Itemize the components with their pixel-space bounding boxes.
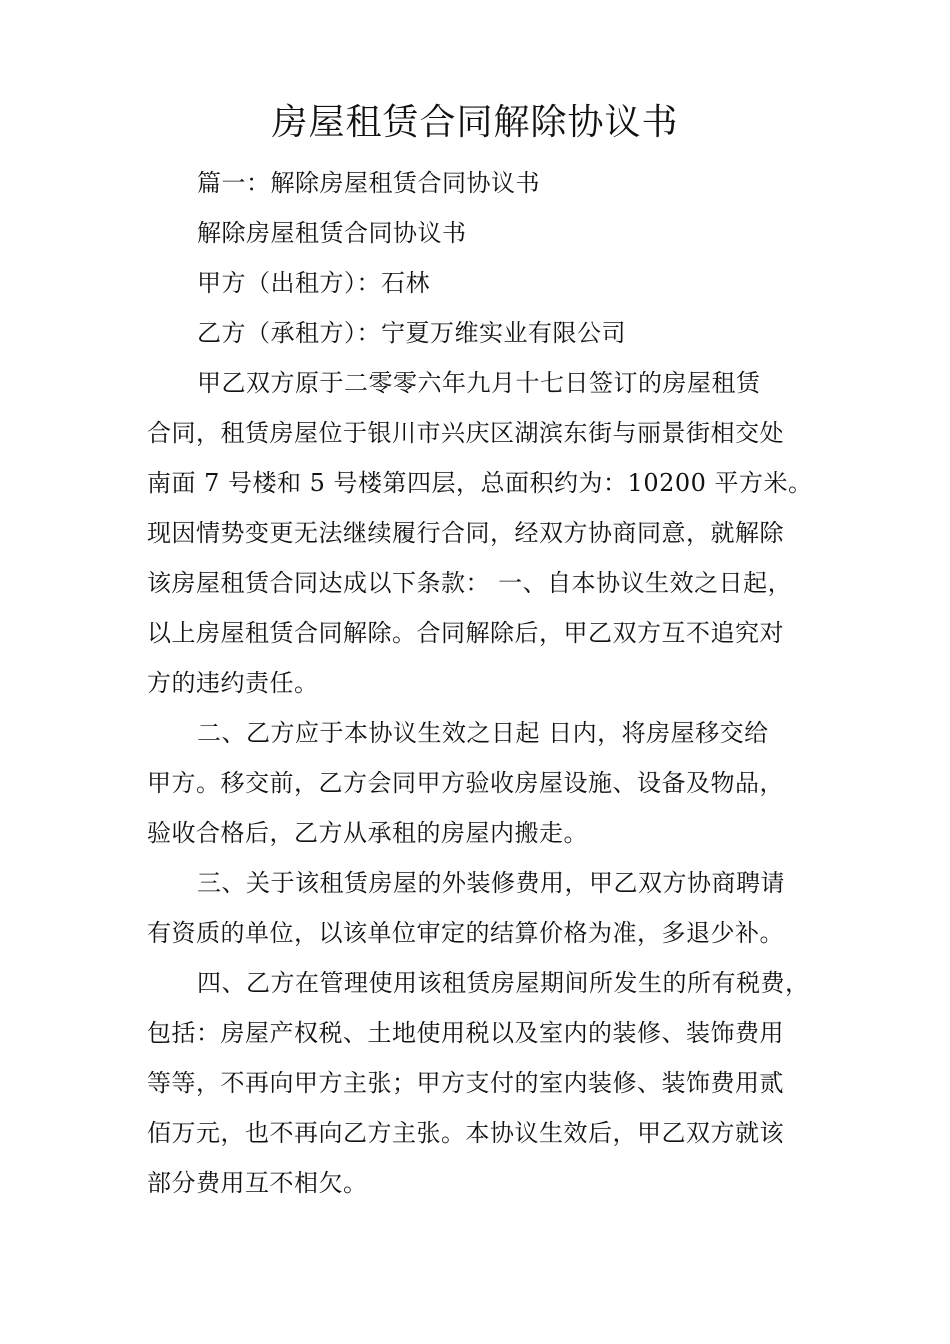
paragraph-line: 以上房屋租赁合同解除。合同解除后，甲乙双方互不追究对 bbox=[147, 619, 784, 647]
clause-4-line: 包括：房屋产权税、土地使用税以及室内的装修、装饰费用 bbox=[147, 1019, 784, 1047]
paragraph-line: 方的违约责任。 bbox=[147, 669, 319, 697]
paragraph-line: 甲乙双方原于二零零六年九月十七日签订的房屋租赁 bbox=[197, 369, 761, 397]
paragraph-line: 南面 7 号楼和 5 号楼第四层，总面积约为：10200 平方米。 bbox=[147, 469, 813, 497]
document-title: 房屋租赁合同解除协议书 bbox=[271, 102, 679, 143]
paragraph-line: 该房屋租赁合同达成以下条款： 一、自本协议生效之日起， bbox=[147, 569, 793, 597]
paragraph-line: 现因情势变更无法继续履行合同，经双方协商同意，就解除 bbox=[147, 519, 784, 547]
party-b-line: 乙方（承租方）：宁夏万维实业有限公司 bbox=[197, 319, 626, 347]
party-a-line: 甲方（出租方）：石林 bbox=[197, 269, 430, 297]
agreement-subtitle: 解除房屋租赁合同协议书 bbox=[197, 219, 467, 247]
clause-4-line: 四、乙方在管理使用该租赁房屋期间所发生的所有税费， bbox=[197, 969, 810, 997]
clause-2-line: 二、乙方应于本协议生效之日起 日内，将房屋移交给 bbox=[197, 719, 769, 747]
clause-4-line: 等等，不再向甲方主张；甲方支付的室内装修、装饰费用贰 bbox=[147, 1069, 784, 1097]
clause-3-line: 有资质的单位，以该单位审定的结算价格为准，多退少补。 bbox=[147, 919, 784, 947]
clause-4-line: 部分费用互不相欠。 bbox=[147, 1169, 368, 1197]
section-heading: 篇一：解除房屋租赁合同协议书 bbox=[197, 169, 540, 197]
clause-2-line: 验收合格后，乙方从承租的房屋内搬走。 bbox=[147, 819, 588, 847]
clause-4-line: 佰万元，也不再向乙方主张。本协议生效后，甲乙双方就该 bbox=[147, 1119, 784, 1147]
paragraph-line: 合同，租赁房屋位于银川市兴庆区湖滨东街与丽景街相交处 bbox=[147, 419, 784, 447]
clause-2-line: 甲方。移交前，乙方会同甲方验收房屋设施、设备及物品， bbox=[147, 769, 784, 797]
clause-3-line: 三、关于该租赁房屋的外装修费用，甲乙双方协商聘请 bbox=[197, 869, 785, 897]
